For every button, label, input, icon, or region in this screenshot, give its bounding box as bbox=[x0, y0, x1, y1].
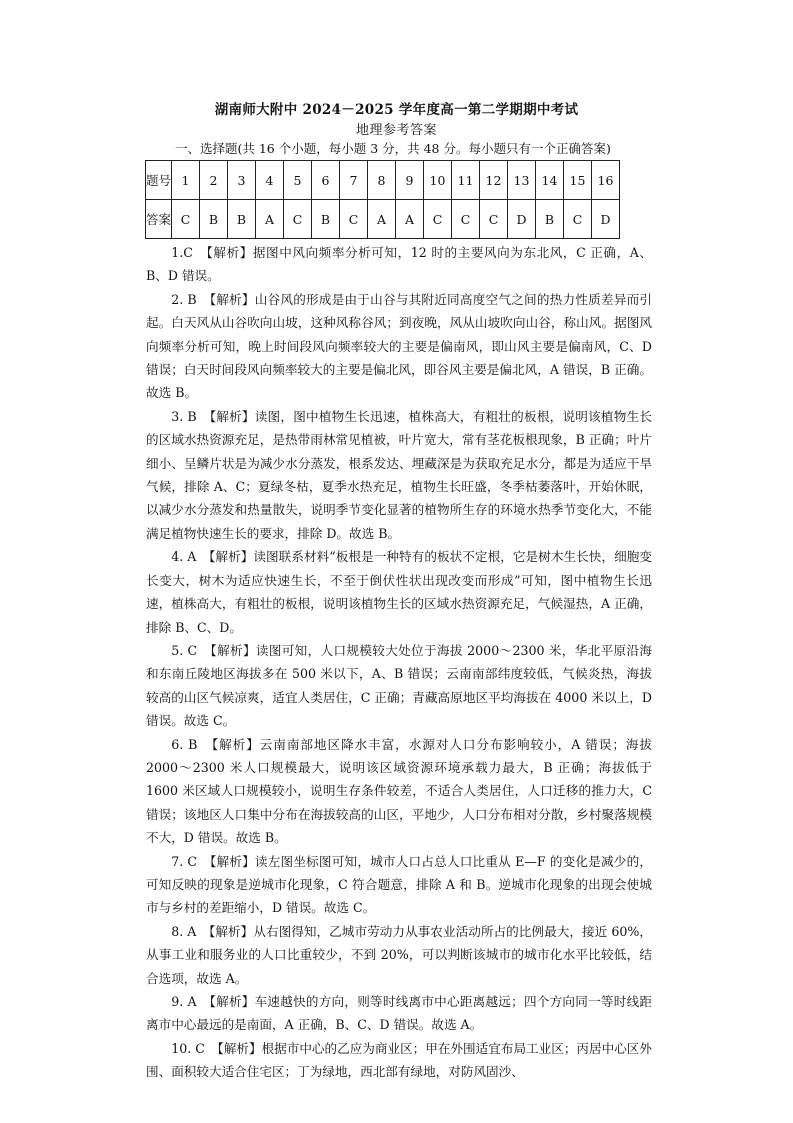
answer-cell: B bbox=[200, 200, 228, 239]
question-number: 3 bbox=[228, 161, 256, 200]
answer-cell: C bbox=[452, 200, 480, 239]
section-heading: 一、选择题(共 16 个小题，每小题 3 分，共 48 分。每小题只有一个正确答案) bbox=[175, 141, 611, 156]
question-number: 8 bbox=[368, 161, 396, 200]
explanation-paragraph: 5. C 【解析】读图可知，人口规模较大处位于海拔 2000～2300 米，华北平原沿海和东南丘陵地区海拔多在 500 米以下，A、B 错误；云南南部纬度较低，气候炎热，海拔较高的山区气候凉爽，适宜人类居住，C 正确；青藏高原地区平均海拔在 4000 米以上，D 错误。故选 C。 bbox=[146, 642, 652, 729]
answer-cell: D bbox=[592, 200, 620, 239]
answer-cell: A bbox=[396, 200, 424, 239]
answer-cell: C bbox=[172, 200, 200, 239]
explanation-paragraph: 3. B 【解析】读图，图中植物生长迅速，植株高大，有粗壮的板根，说明该植物生长的区域水热资源充足，是热带雨林常见植被，叶片宽大，常有茎花板根现象，B 正确；叶片细小、呈鳞片状是为减少水分蒸发，根系发达、埋藏深是为获取充足水分，都是为适应干旱气候，排除 A、C；夏绿冬枯，夏季水热充足，植物生长旺盛，冬季枯萎落叶，开始休眠，以减少水分蒸发和热量散失，说明季节变化显著的植物所生存的环境水热季节变化大，不能满足植物快速生长的要求，排除 D。故选 B。 bbox=[146, 408, 652, 541]
explanations bbox=[146, 241, 652, 1084]
explanation-paragraph: 8. A 【解析】从右图得知，乙城市劳动力从事农业活动所占的比例最大，接近 60%，从事工业和服务业的人口比重较少，不到 20%，可以判断该城市的城市化水平比较低，结合选项，故选 A。 bbox=[146, 923, 652, 986]
explanation-paragraph: 9. A 【解析】车速越快的方向，则等时线离市中心距离越远；四个方向同一等时线距离市中心最远的是南面，A 正确，B、C、D 错误。故选 A。 bbox=[146, 994, 652, 1033]
answer-table-answer-row bbox=[146, 200, 620, 239]
answer-cell: D bbox=[508, 200, 536, 239]
question-number: 6 bbox=[312, 161, 340, 200]
explanation-paragraph: 7. C 【解析】读左图坐标图可知，城市人口占总人口比重从 E—F 的变化是减少的，可知反映的现象是逆城市化现象，C 符合题意，排除 A 和 B。逆城市化现象的出现会使城市与乡村的差距缩小，D 错误。故选 C。 bbox=[146, 853, 652, 916]
question-number: 7 bbox=[340, 161, 368, 200]
answer-cell: A bbox=[256, 200, 284, 239]
question-number: 2 bbox=[200, 161, 228, 200]
document-subtitle: 地理参考答案 bbox=[355, 123, 437, 138]
question-number: 14 bbox=[536, 161, 564, 200]
answer-cell: C bbox=[284, 200, 312, 239]
explanation-paragraph: 10. C 【解析】根据市中心的乙应为商业区；甲在外围适宜布局工业区；丙居中心区外围、面积较大适合住宅区；丁为绿地，西北部有绿地，对防风固沙、 bbox=[146, 1040, 652, 1080]
answer-cell: B bbox=[536, 200, 564, 239]
answer-cell: B bbox=[312, 200, 340, 239]
question-number: 13 bbox=[508, 161, 536, 200]
explanation-paragraph: 4. A 【解析】读图联系材料“板根是一种特有的板状不定根，它是树木生长快，细胞变长变大，树木为适应快速生长，不至于倒伏性状出现改变而形成”可知，图中植物生长迅速，植株高大，有粗壮的板根，说明该植物生长的区域水热资源充足，气候湿热，A 正确，排除 B、C、D。 bbox=[146, 549, 652, 635]
question-number: 5 bbox=[284, 161, 312, 200]
answer-cell: A bbox=[368, 200, 396, 239]
answer-table bbox=[145, 160, 620, 239]
answer-cell: C bbox=[340, 200, 368, 239]
answer-cell: C bbox=[564, 200, 592, 239]
question-number: 4 bbox=[256, 161, 284, 200]
answer-cell: C bbox=[424, 200, 452, 239]
question-number: 10 bbox=[424, 161, 452, 200]
question-number: 15 bbox=[564, 161, 592, 200]
answer-cell: C bbox=[480, 200, 508, 239]
question-number: 1 bbox=[172, 161, 200, 200]
document-title: 湖南师大附中 2024－2025 学年度高一第二学期期中考试 bbox=[214, 102, 579, 118]
answer-table-number-row bbox=[146, 161, 620, 200]
explanation-paragraph: 2. B 【解析】山谷风的形成是由于山谷与其附近同高度空气之间的热力性质差异而引起。白天风从山谷吹向山坡，这种风称谷风；到夜晚，风从山坡吹向山谷，称山风。据图风向频率分析可知，晚上时间段风向频率较大的主要是偏南风，即山风主要是偏南风，C、D 错误；白天时间段风向频率较大的主要是偏北风，即谷风主要是偏北风，A 错误，B 正确。故选 B。 bbox=[146, 291, 652, 401]
question-number: 11 bbox=[452, 161, 480, 200]
explanation-paragraph: 6. B 【解析】云南南部地区降水丰富，水源对人口分布影响较小，A 错误；海拔 2000～2300 米人口规模最大，说明该区域资源环境承载力最大，B 正确；海拔低于 1600 米区域人口规模较小，说明生存条件较差，不适合人类居住，人口迁移的推力大，C 错误；该地区人口集中分布在海拔较高的山区，平地少，人口分布相对分散，乡村聚落规模不大，D 错误。故选 B。 bbox=[146, 736, 652, 846]
answer-cell: B bbox=[228, 200, 256, 239]
explanation-paragraph: 1.C 【解析】据图中风向频率分析可知，12 时的主要风向为东北风，C 正确，A、B、D 错误。 bbox=[146, 245, 652, 284]
question-number: 9 bbox=[396, 161, 424, 200]
question-number: 16 bbox=[592, 161, 620, 200]
question-number: 12 bbox=[480, 161, 508, 200]
question-number-label: 题号 bbox=[146, 161, 172, 200]
answer-label: 答案 bbox=[146, 200, 172, 239]
